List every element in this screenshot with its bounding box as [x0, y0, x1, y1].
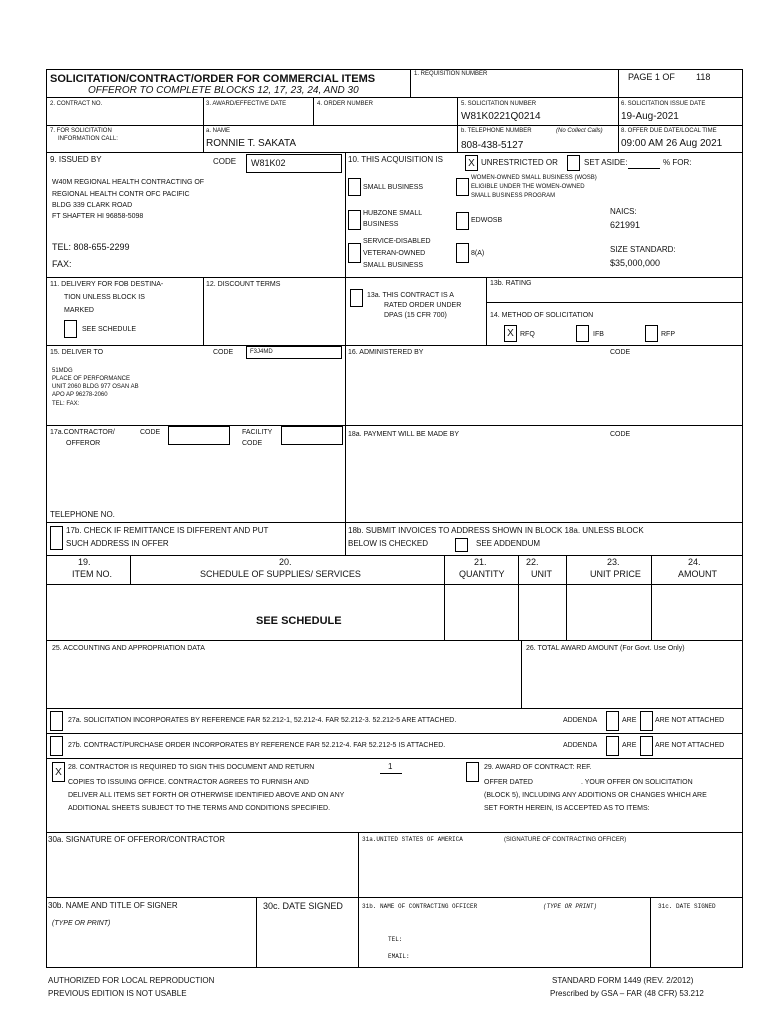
contact-phone: 808-438-5127: [461, 140, 524, 151]
clause-27a-checkbox[interactable]: [50, 711, 63, 731]
clause-27a-addenda: ADDENDA: [563, 717, 598, 724]
issued-address-3: BLDG 339 CLARK ROAD: [52, 202, 133, 209]
col-21-number: 21.: [474, 557, 487, 567]
footer-previous-edition: PREVIOUS EDITION IS NOT USABLE: [48, 989, 187, 998]
naics-label: NAICS:: [610, 207, 637, 216]
issued-address-1: W40M REGIONAL HEALTH CONTRACTING OF: [52, 179, 205, 186]
name-label: a. NAME: [206, 128, 231, 134]
solicitation-issue-date: 19-Aug-2021: [621, 111, 679, 122]
discount-terms-label: 12. DISCOUNT TERMS: [206, 281, 281, 288]
clause-27a-label: 27a. SOLICITATION INCORPORATES BY REFERENCE FAR 52.212-1, 52.212-4. FAR 52.212-3. 52.212-5 ARE ATTACHED.: [68, 717, 457, 724]
col-amount: AMOUNT: [678, 569, 717, 579]
footer-form-number: STANDARD FORM 1449 (REV. 2/2012): [552, 976, 694, 985]
edwosb-checkbox[interactable]: [456, 212, 469, 230]
block-29-line-2b: . YOUR OFFER ON SOLICITATION: [581, 779, 693, 786]
col-22-number: 22.: [526, 557, 539, 567]
form-title: SOLICITATION/CONTRACT/ORDER FOR COMMERCIAL ITEMS: [50, 73, 376, 85]
facility-code-label-1: FACILITY: [242, 429, 273, 436]
page-label: PAGE 1 OF: [628, 72, 675, 82]
deliver-to-line-5: TEL: FAX:: [52, 401, 80, 407]
ifb-checkbox[interactable]: [576, 325, 589, 342]
award-date-label: 3. AWARD/EFFECTIVE DATE: [206, 101, 287, 107]
see-schedule-checkbox[interactable]: [64, 320, 77, 338]
unrestricted-label: UNRESTRICTED OR: [481, 158, 558, 167]
clause-27b-checkbox[interactable]: [50, 736, 63, 756]
invoice-label-2: BELOW IS CHECKED: [348, 539, 429, 548]
sdvosb-label-2: VETERAN-OWNED: [363, 250, 426, 257]
clause-27a-are-not: ARE NOT ATTACHED: [655, 717, 725, 724]
administered-code-label: CODE: [610, 349, 631, 356]
col-23-number: 23.: [607, 557, 620, 567]
col-unit-price: UNIT PRICE: [590, 569, 641, 579]
invoice-label-1: 18b. SUBMIT INVOICES TO ADDRESS SHOWN IN BLOCK 18a. UNLESS BLOCK: [348, 526, 644, 535]
signer-type-print: (TYPE OR PRINT): [52, 920, 111, 927]
col-item-no: ITEM NO.: [72, 569, 112, 579]
rfq-checkbox[interactable]: X: [504, 325, 517, 342]
contract-no-label: 2. CONTRACT NO.: [50, 101, 103, 107]
block-28-line-4: ADDITIONAL SHEETS SUBJECT TO THE TERMS AND CONDITIONS SPECIFIED.: [68, 805, 331, 812]
remittance-label-1: 17b. CHECK IF REMITTANCE IS DIFFERENT AND PUT: [66, 526, 269, 535]
officer-date-signed-label: 31c. DATE SIGNED: [658, 903, 716, 910]
issued-by-label: 9. ISSUED BY: [50, 155, 102, 164]
see-schedule-label: SEE SCHEDULE: [82, 326, 137, 333]
sdvosb-checkbox[interactable]: [348, 243, 361, 263]
deliver-to-code: F3J4MD: [250, 349, 273, 355]
offer-due-date: 09:00 AM 26 Aug 2021: [621, 138, 723, 149]
form-frame: [46, 69, 743, 968]
delivery-fob-label-3: MARKED: [64, 307, 94, 314]
deliver-to-line-3: UNIT 2060 BLDG 977 OSAN AB: [52, 384, 139, 390]
block-28-line-1: 28. CONTRACTOR IS REQUIRED TO SIGN THIS DOCUMENT AND RETURN: [68, 764, 315, 771]
facility-code-label-2: CODE: [242, 440, 263, 447]
col-20-number: 20.: [279, 557, 292, 567]
block-28-line-3: DELIVER ALL ITEMS SET FORTH OR OTHERWISE IDENTIFIED ABOVE AND ON ANY: [68, 792, 345, 799]
clause-27a-are: ARE: [622, 717, 637, 724]
block-28-checkbox[interactable]: X: [52, 762, 65, 782]
date-signed-label: 30c. DATE SIGNED: [263, 901, 343, 911]
officer-tel-label: TEL:: [388, 936, 403, 943]
payment-code-label: CODE: [610, 431, 631, 438]
phone-label: b. TELEPHONE NUMBER: [461, 128, 532, 134]
hubzone-label-2: BUSINESS: [363, 221, 399, 228]
issued-tel: TEL: 808-655-2299: [52, 242, 130, 252]
order-number-label: 4. ORDER NUMBER: [317, 101, 374, 107]
rfp-checkbox[interactable]: [645, 325, 658, 342]
acquisition-label: 10. THIS ACQUISITION IS: [348, 155, 443, 164]
footer-reproduction: AUTHORIZED FOR LOCAL REPRODUCTION: [48, 976, 215, 985]
signature-officer-label: (SIGNATURE OF CONTRACTING OFFICER): [504, 837, 627, 843]
total-award-label: 26. TOTAL AWARD AMOUNT (For Govt. Use Only): [526, 645, 685, 652]
contact-name: RONNIE T. SAKATA: [206, 138, 297, 149]
requisition-label: 1. REQUISITION NUMBER: [414, 71, 488, 77]
rated-order-label-1: 13a. THIS CONTRACT IS A: [367, 292, 454, 299]
col-schedule: SCHEDULE OF SUPPLIES/ SERVICES: [200, 569, 361, 579]
offer-due-label: 8. OFFER DUE DATE/LOCAL TIME: [621, 128, 717, 134]
size-standard-value: $35,000,000: [610, 258, 661, 268]
deliver-to-line-2: PLACE OF PERFORMANCE: [52, 376, 131, 382]
solicitation-number-label: 5. SOLICITATION NUMBER: [461, 101, 537, 107]
delivery-fob-label-1: 11. DELIVERY FOR FOB DESTINA-: [50, 281, 164, 288]
col-24-number: 24.: [688, 557, 701, 567]
solicitation-issue-label: 6. SOLICITATION ISSUE DATE: [621, 101, 706, 107]
block-29-line-3: (BLOCK 5), INCLUDING ANY ADDITIONS OR CHANGES WHICH ARE: [484, 792, 707, 799]
payment-by-label: 18a. PAYMENT WILL BE MADE BY: [348, 431, 459, 438]
contractor-label-2: OFFEROR: [66, 440, 101, 447]
clause-27b-are-checkbox[interactable]: [606, 736, 619, 756]
clause-27b-are-not: ARE NOT ATTACHED: [655, 742, 725, 749]
contractor-code-label: CODE: [140, 429, 161, 436]
col-19-number: 19.: [78, 557, 91, 567]
method-label: 14. METHOD OF SOLICITATION: [490, 312, 594, 319]
size-standard-label: SIZE STANDARD:: [610, 245, 676, 254]
deliver-to-line-1: 51MDG: [52, 368, 73, 374]
footer-prescribed-by: Prescribed by GSA – FAR (48 CFR) 53.212: [550, 989, 704, 998]
deliver-to-line-4: APO AP 96278-2060: [52, 392, 108, 398]
issued-code: W81K02: [251, 158, 286, 168]
sdvosb-label-3: SMALL BUSINESS: [363, 262, 424, 269]
unrestricted-checkbox[interactable]: X: [465, 155, 478, 171]
issued-address-2: REGIONAL HEALTH CONTR OFC PACIFIC: [52, 191, 190, 198]
clause-27a-are-checkbox[interactable]: [606, 711, 619, 731]
issued-code-label: CODE: [213, 157, 237, 166]
rated-order-label-3: DPAS (15 CFR 700): [384, 312, 447, 319]
small-business-checkbox[interactable]: [348, 178, 361, 196]
block-29-checkbox[interactable]: [466, 762, 479, 782]
officer-type-print: (TYPE OR PRINT): [543, 903, 598, 910]
block-28-copies: 1: [388, 762, 393, 771]
deliver-to-code-label: CODE: [213, 349, 234, 356]
phone-note: (No Collect Calls): [556, 128, 603, 134]
col-quantity: QUANTITY: [459, 569, 505, 579]
info-call-label: 7. FOR SOLICITATION: [50, 128, 112, 134]
contractor-label-1: 17a.CONTRACTOR/: [50, 429, 115, 436]
wosb-label-2: ELIGIBLE UNDER THE WOMEN-OWNED: [471, 184, 585, 190]
block-29-line-4: SET FORTH HEREIN, IS ACCEPTED AS TO ITEMS:: [484, 805, 650, 812]
rated-order-label-2: RATED ORDER UNDER: [384, 302, 462, 309]
wosb-label-1: WOMEN-OWNED SMALL BUSINESS (WOSB): [471, 175, 597, 181]
clause-27a-are-not-checkbox[interactable]: [640, 711, 653, 731]
clause-27b-label: 27b. CONTRACT/PURCHASE ORDER INCORPORATES BY REFERENCE FAR 52.212-4. FAR 52.212-5 IS ATTACHED.: [68, 742, 446, 749]
clause-27b-are-not-checkbox[interactable]: [640, 736, 653, 756]
form-subtitle: OFFEROR TO COMPLETE BLOCKS 12, 17, 23, 24, AND 30: [88, 85, 359, 96]
rfp-label: RFP: [661, 331, 675, 338]
block-29-line-2a: OFFER DATED: [484, 779, 533, 786]
wosb-checkbox[interactable]: [456, 178, 469, 196]
rfq-label: RFQ: [520, 331, 535, 338]
rating-label: 13b. RATING: [490, 280, 532, 287]
small-business-label: SMALL BUSINESS: [363, 184, 424, 191]
block-28-line-2: COPIES TO ISSUING OFFICE. CONTRACTOR AGREES TO FURNISH AND: [68, 779, 309, 786]
deliver-to-label: 15. DELIVER TO: [50, 349, 104, 356]
signature-offeror-label: 30a. SIGNATURE OF OFFEROR/CONTRACTOR: [48, 835, 226, 844]
issued-fax: FAX:: [52, 259, 72, 269]
rated-order-checkbox[interactable]: [350, 289, 363, 307]
set-aside-percent-label: % FOR:: [663, 158, 692, 167]
clause-27b-are: ARE: [622, 742, 637, 749]
clause-27b-addenda: ADDENDA: [563, 742, 598, 749]
schedule-placeholder: SEE SCHEDULE: [256, 615, 342, 627]
signer-name-label: 30b. NAME AND TITLE OF SIGNER: [48, 901, 178, 910]
set-aside-checkbox[interactable]: [567, 155, 580, 171]
see-addendum-label: SEE ADDENDUM: [476, 539, 541, 548]
set-aside-label: SET ASIDE:: [584, 158, 628, 167]
sdvosb-label-1: SERVICE-DISABLED: [363, 238, 431, 245]
edwosb-label: EDWOSB: [471, 217, 503, 224]
delivery-fob-label-2: TION UNLESS BLOCK IS: [64, 294, 145, 301]
ifb-label: IFB: [593, 331, 604, 338]
administered-by-label: 16. ADMINISTERED BY: [348, 349, 424, 356]
see-addendum-checkbox[interactable]: [455, 538, 468, 552]
accounting-label: 25. ACCOUNTING AND APPROPRIATION DATA: [52, 645, 205, 652]
page-total: 118: [696, 72, 711, 82]
issued-address-4: FT SHAFTER HI 96858-5098: [52, 213, 144, 220]
officer-name-label: 31b. NAME OF CONTRACTING OFFICER: [362, 903, 478, 910]
officer-email-label: EMAIL:: [388, 953, 410, 960]
col-unit: UNIT: [531, 569, 552, 579]
eight-a-label: 8(A): [471, 250, 485, 257]
solicitation-number: W81K0221Q0214: [461, 111, 541, 122]
remittance-checkbox[interactable]: [50, 526, 63, 550]
info-call-label-2: INFORMATION CALL:: [58, 136, 118, 142]
hubzone-checkbox[interactable]: [348, 210, 361, 230]
remittance-label-2: SUCH ADDRESS IN OFFER: [66, 539, 169, 548]
block-29-line-1: 29. AWARD OF CONTRACT: REF.: [484, 764, 592, 771]
naics-value: 621991: [610, 220, 641, 230]
wosb-label-3: SMALL BUSINESS PROGRAM: [471, 193, 556, 199]
signature-usa-label: 31a.UNITED STATES OF AMERICA: [362, 836, 463, 843]
hubzone-label-1: HUBZONE SMALL: [363, 210, 423, 217]
eight-a-checkbox[interactable]: [456, 243, 469, 263]
contractor-telephone-label: TELEPHONE NO.: [50, 510, 115, 519]
